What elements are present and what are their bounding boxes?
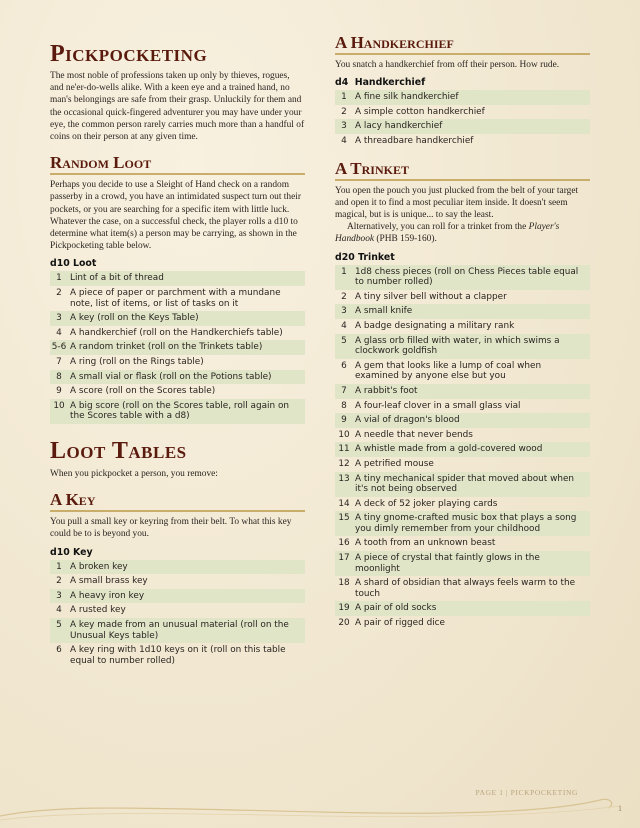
roll-result: A small vial or flask (roll on the Potions table) xyxy=(70,370,305,385)
roll-result: A needle that never bends xyxy=(355,429,473,440)
roll-result: A rusted key xyxy=(70,605,126,616)
table-row xyxy=(50,384,305,399)
key-table-caption: d10 Key xyxy=(50,546,93,558)
table-row xyxy=(335,334,590,359)
table-row xyxy=(335,472,590,497)
roll-result: A small knife xyxy=(355,304,590,319)
loot-table xyxy=(50,271,305,424)
table-row xyxy=(335,384,590,399)
footer-ornament xyxy=(0,778,640,828)
loot-table-caption: d10 Loot xyxy=(50,258,97,270)
roll-result: A gem that looks like a lump of coal when examined by anyone else but you xyxy=(355,360,542,382)
roll-number: 13 xyxy=(335,472,355,497)
roll-result: A threadbare handkerchief xyxy=(355,135,474,146)
trinket-alt-post: (PHB 159-160). xyxy=(374,234,437,245)
roll-number: 1 xyxy=(50,560,70,575)
trinket-paragraph-alt xyxy=(335,221,590,245)
roll-number: 14 xyxy=(338,498,350,509)
table-row xyxy=(50,326,305,341)
table-row xyxy=(50,618,305,643)
loot-tables-paragraph: When you pickpocket a person, you remove: xyxy=(50,468,218,479)
players-handbook-ref: Player's Handbook xyxy=(335,222,560,245)
trinket-table-caption: d20 Trinket xyxy=(335,251,395,263)
roll-number: 7 xyxy=(56,357,62,367)
roll-result: A badge designating a military rank xyxy=(355,320,515,331)
roll-number: 4 xyxy=(56,327,62,338)
handkerchief-heading: A Handkerchief xyxy=(335,33,590,55)
trinket-table xyxy=(335,265,590,631)
roll-number: 8 xyxy=(341,400,347,411)
roll-number: 5 xyxy=(335,334,355,359)
trinket-paragraph: You open the pouch you just plucked from the belt of your target and open it to find a most peculiar item inside. It doesn't seem magical, but is is unique... to say the least. xyxy=(335,185,579,220)
page-number: 1 xyxy=(618,804,622,813)
key-paragraph: You pull a small key or keyring from their belt. To what this key could be to is beyond you. xyxy=(50,517,292,540)
roll-number: 4 xyxy=(341,135,347,146)
roll-number: 6 xyxy=(341,360,347,371)
roll-number: 3 xyxy=(50,311,70,326)
roll-number: 1 xyxy=(50,271,70,286)
roll-number: 8 xyxy=(50,370,70,385)
roll-number: 3 xyxy=(335,304,355,319)
table-row xyxy=(335,359,590,384)
roll-result: A score (roll on the Scores table) xyxy=(70,386,216,397)
table-row xyxy=(50,340,305,355)
table-row xyxy=(335,290,590,305)
roll-number: 10 xyxy=(50,399,70,424)
roll-result: A pair of old socks xyxy=(355,601,590,616)
roll-number: 5-6 xyxy=(50,340,70,355)
table-row xyxy=(50,560,305,575)
roll-number: 1 xyxy=(335,90,355,105)
roll-number: 7 xyxy=(335,384,355,399)
roll-number: 11 xyxy=(335,442,355,457)
roll-result: A rabbit's foot xyxy=(355,384,590,399)
table-row xyxy=(335,105,590,120)
table-row xyxy=(50,574,305,589)
page-footer xyxy=(0,778,640,828)
roll-result: A four-leaf clover in a small glass vial xyxy=(355,400,521,411)
roll-result: A tiny silver bell without a clapper xyxy=(355,291,507,302)
left-column xyxy=(50,0,305,668)
handkerchief-table xyxy=(335,90,590,148)
roll-number: 18 xyxy=(338,578,350,589)
right-column xyxy=(335,0,590,631)
table-row xyxy=(335,576,590,601)
roll-number: 19 xyxy=(335,601,355,616)
roll-result: A big score (roll on the Scores table, roll again on the Scores table with a d8) xyxy=(70,399,305,424)
roll-number: 17 xyxy=(335,551,355,576)
table-row xyxy=(335,119,590,134)
table-row xyxy=(335,457,590,472)
roll-result: A shard of obsidian that always feels warm to the touch xyxy=(355,578,576,599)
roll-number: 10 xyxy=(338,429,350,440)
random-loot-paragraph: Perhaps you decide to use a Sleight of Hand check on a random passerby in a crowd, you have an intimidated suspect turn out their pockets, or you are searching for a specific item with little luck. Whatever the case, on a successful check, the player rolls a d10 to determine what item(s) a person may be carrying, as shown in the Pickpocketing table below. xyxy=(50,180,301,252)
page-title: Pickpocketing xyxy=(50,41,208,67)
table-row xyxy=(335,428,590,443)
table-row xyxy=(50,643,305,668)
table-row xyxy=(335,536,590,551)
roll-number: 2 xyxy=(341,291,347,302)
roll-number: 4 xyxy=(341,320,347,331)
table-row xyxy=(335,304,590,319)
roll-result: A pair of rigged dice xyxy=(355,618,446,629)
roll-number: 1 xyxy=(335,265,355,290)
roll-result: A key made from an unusual material (roll on the Unusual Keys table) xyxy=(70,618,305,643)
roll-result: A piece of crystal that faintly glows in the moonlight xyxy=(355,551,590,576)
roll-number: 12 xyxy=(338,458,350,469)
table-row xyxy=(335,399,590,414)
table-row xyxy=(335,442,590,457)
table-row xyxy=(335,511,590,536)
roll-number: 4 xyxy=(56,605,62,616)
roll-result: A tiny gnome-crafted music box that plays a song you dimly remember from your childhood xyxy=(355,511,590,536)
roll-result: A key ring with 1d10 keys on it (roll on this table equal to number rolled) xyxy=(70,645,286,666)
table-row xyxy=(335,134,590,149)
roll-number: 9 xyxy=(56,386,62,397)
roll-number: 16 xyxy=(338,538,350,549)
roll-number: 2 xyxy=(56,576,62,587)
roll-number: 20 xyxy=(338,618,350,629)
roll-result: Lint of a bit of thread xyxy=(70,271,305,286)
table-row xyxy=(335,90,590,105)
table-row xyxy=(50,286,305,311)
table-row xyxy=(50,399,305,424)
handkerchief-table-caption: d4 Handkerchief xyxy=(335,77,426,89)
roll-result: A whistle made from a gold-covered wood xyxy=(355,442,590,457)
roll-result: A broken key xyxy=(70,560,305,575)
roll-number: 2 xyxy=(341,106,347,117)
roll-result: A handkerchief (roll on the Handkerchiefs table) xyxy=(70,327,283,338)
roll-number: 9 xyxy=(335,413,355,428)
table-row xyxy=(50,271,305,286)
roll-result: A fine silk handkerchief xyxy=(355,90,590,105)
table-row xyxy=(50,589,305,604)
table-row xyxy=(335,616,590,631)
roll-result: A deck of 52 joker playing cards xyxy=(355,498,498,509)
table-row xyxy=(50,311,305,326)
roll-number: 5 xyxy=(50,618,70,643)
table-row xyxy=(50,370,305,385)
roll-result: A ring (roll on the Rings table) xyxy=(70,357,204,367)
roll-result: A small brass key xyxy=(70,576,148,587)
table-row xyxy=(335,551,590,576)
trinket-heading: A Trinket xyxy=(335,159,590,181)
roll-number: 2 xyxy=(56,288,62,299)
roll-result: A simple cotton handkerchief xyxy=(355,106,485,117)
table-row xyxy=(50,355,305,370)
key-heading: A Key xyxy=(50,490,305,512)
table-row xyxy=(335,319,590,334)
key-table xyxy=(50,560,305,669)
roll-result: A random trinket (roll on the Trinkets table) xyxy=(70,340,305,355)
roll-result: A glass orb filled with water, in which swims a clockwork goldfish xyxy=(355,334,590,359)
roll-number: 3 xyxy=(50,589,70,604)
table-row xyxy=(335,601,590,616)
roll-result: 1d8 chess pieces (roll on Chess Pieces table equal to number rolled) xyxy=(355,265,590,290)
table-row xyxy=(335,497,590,512)
roll-number: 15 xyxy=(335,511,355,536)
roll-number: 3 xyxy=(335,119,355,134)
roll-result: A lacy handkerchief xyxy=(355,119,590,134)
footer-label: PAGE 1 | PICKPOCKETING xyxy=(475,788,578,797)
roll-result: A petrified mouse xyxy=(355,458,434,469)
random-loot-heading: Random Loot xyxy=(50,153,305,175)
trinket-alt-pre: Alternatively, you can roll for a trinket from the xyxy=(347,222,529,233)
table-row xyxy=(335,265,590,290)
roll-result: A piece of paper or parchment with a mundane note, list of items, or list of tasks on it xyxy=(70,288,281,309)
loot-tables-heading: Loot Tables xyxy=(50,437,187,464)
table-row xyxy=(335,413,590,428)
handkerchief-paragraph: You snatch a handkerchief from off their person. How rude. xyxy=(335,60,560,70)
roll-result: A tiny mechanical spider that moved about when it's not being observed xyxy=(355,472,590,497)
roll-result: A vial of dragon's blood xyxy=(355,413,590,428)
roll-result: A tooth from an unknown beast xyxy=(355,538,496,549)
roll-number: 6 xyxy=(56,645,62,656)
intro-paragraph: The most noble of professions taken up only by thieves, rogues, and ne'er-do-wells alike. With a keen eye and a trained hand, no man's belongings are safe from their grasp. Unluckily for them and the occasional quick-fingered adventurer you may have under your eye, the common person rarely carries much more than a handful of coins on their person at any given time. xyxy=(50,71,305,143)
roll-result: A key (roll on the Keys Table) xyxy=(70,311,305,326)
roll-result: A heavy iron key xyxy=(70,589,305,604)
table-row xyxy=(50,603,305,618)
